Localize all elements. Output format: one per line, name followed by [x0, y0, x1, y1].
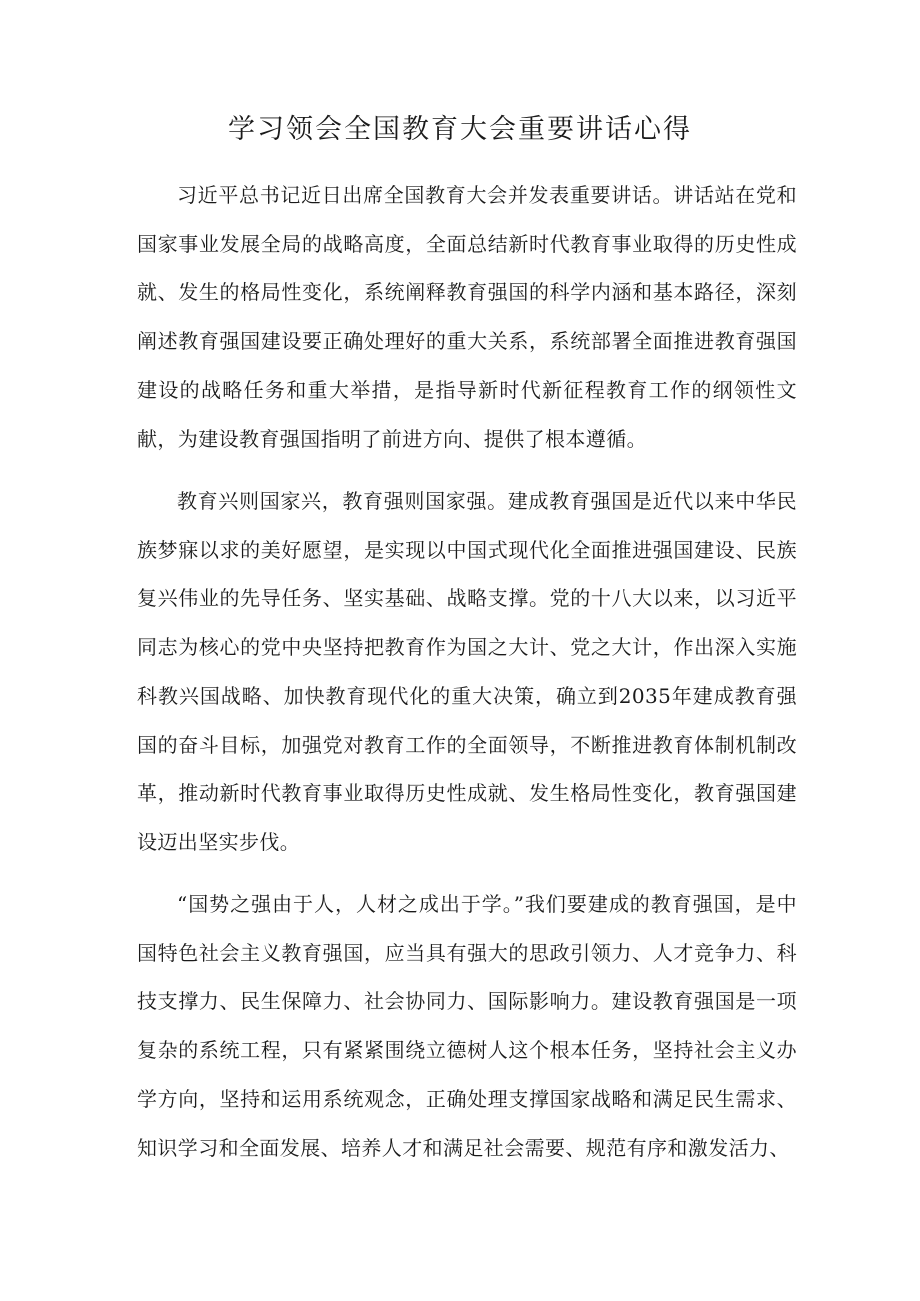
paragraph-3: “国势之强由于人，人材之成出于学。”我们要建成的教育强国，是中国特色社会主义教育强国，应当具有强大的思政引领力、人才竞争力、科技支撑力、民生保障力、社会协同力、国际影响力。建设教育强国是一项复杂的系统工程，只有紧紧围绕立德树人这个根本任务，坚持社会主义办学方向，坚持和运用系统观念，正确处理支撑国家战略和满足民生需求、知识学习和全面发展、培养人才和满足社会需要、规范有序和激发活力、	[137, 892, 797, 1160]
document-title: 学习领会全国教育大会重要讲话心得	[228, 114, 692, 145]
paragraph-1: 习近平总书记近日出席全国教育大会并发表重要讲话。讲话站在党和国家事业发展全局的战略高度，全面总结新时代教育事业取得的历史性成就、发生的格局性变化，系统阐释教育强国的科学内涵和基本路径，深刻阐述教育强国建设要正确处理好的重大关系，系统部署全面推进教育强国建设的战略任务和重大举措，是指导新时代新征程教育工作的纲领性文献，为建设教育强国指明了前进方向、提供了根本遵循。	[137, 183, 797, 451]
paragraph-2: 教育兴则国家兴，教育强则国家强。建成教育强国是近代以来中华民族梦寐以求的美好愿望，是实现以中国式现代化全面推进强国建设、民族复兴伟业的先导任务、坚实基础、战略支撑。党的十八大以来，以习近平同志为核心的党中央坚持把教育作为国之大计、党之大计，作出深入实施科教兴国战略、加快教育现代化的重大决策，确立到2035年建成教育强国的奋斗目标，加强党对教育工作的全面领导，不断推进教育体制机制改革，推动新时代教育事业取得历史性成就、发生格局性变化，教育强国建设迈出坚实步伐。	[137, 489, 797, 854]
